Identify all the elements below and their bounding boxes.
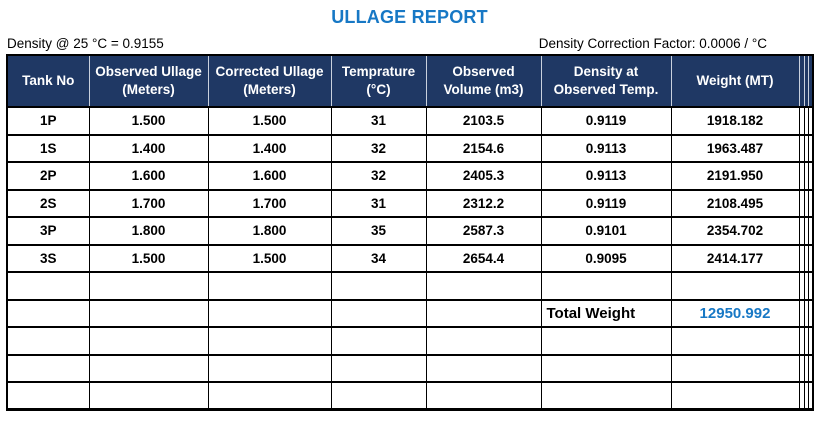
table-cell: 1.500 (208, 107, 331, 135)
tank-no-cell: 3P (7, 217, 89, 245)
column-header-corrected-ullage: Corrected Ullage (Meters) (208, 55, 331, 107)
empty-cell (541, 382, 671, 410)
table-header-row (7, 55, 813, 107)
table-row (7, 217, 813, 245)
table-cell: 1.400 (89, 135, 208, 163)
empty-cell (89, 355, 208, 383)
table-cell: 1.800 (89, 217, 208, 245)
empty-cell (426, 382, 541, 410)
empty-cell (671, 382, 799, 410)
ullage-table (6, 54, 814, 411)
table-cell: 2354.702 (671, 217, 799, 245)
table-cell: 2108.495 (671, 190, 799, 218)
narrow-filler-cell (808, 107, 813, 135)
table-cell: 2191.950 (671, 162, 799, 190)
table-cell: 32 (331, 162, 426, 190)
empty-cell (671, 355, 799, 383)
density-at-25-label: Density @ 25 °C = 0.9155 (7, 36, 164, 51)
column-header-observed: Observed Volume (m3) (426, 55, 541, 107)
empty-cell (89, 327, 208, 355)
empty-cell (7, 272, 89, 300)
column-header-weight-mt: Weight (MT) (671, 55, 799, 107)
empty-cell (331, 382, 426, 410)
table-cell: 1.800 (208, 217, 331, 245)
table-row (7, 190, 813, 218)
empty-cell (89, 382, 208, 410)
empty-cell (331, 355, 426, 383)
table-row (7, 245, 813, 273)
empty-row (7, 382, 813, 410)
total-weight-value: 12950.992 (671, 300, 799, 328)
column-header-tank-no: Tank No (7, 55, 89, 107)
empty-cell (426, 300, 541, 328)
empty-row (7, 327, 813, 355)
narrow-filler-cell (808, 300, 813, 328)
empty-cell (426, 327, 541, 355)
page-title: ULLAGE REPORT (331, 7, 488, 27)
narrow-filler-cell (808, 245, 813, 273)
empty-cell (426, 272, 541, 300)
tank-no-cell: 1P (7, 107, 89, 135)
table-cell: 0.9113 (541, 162, 671, 190)
table-row (7, 107, 813, 135)
table-cell: 31 (331, 190, 426, 218)
table-row (7, 162, 813, 190)
narrow-filler-cell (808, 135, 813, 163)
table-cell: 0.9119 (541, 107, 671, 135)
empty-cell (671, 327, 799, 355)
empty-cell (331, 327, 426, 355)
narrow-filler-cell (808, 327, 813, 355)
table-cell: 31 (331, 107, 426, 135)
table-cell: 0.9119 (541, 190, 671, 218)
empty-cell (89, 272, 208, 300)
column-header-density-at: Density at Observed Temp. (541, 55, 671, 107)
empty-cell (7, 300, 89, 328)
empty-cell (208, 355, 331, 383)
empty-cell (426, 355, 541, 383)
table-cell: 1918.182 (671, 107, 799, 135)
narrow-filler-cell (808, 272, 813, 300)
empty-cell (208, 382, 331, 410)
column-header-observed-ullage: Observed Ullage (Meters) (89, 55, 208, 107)
total-weight-label: Total Weight (541, 300, 671, 328)
table-cell: 34 (331, 245, 426, 273)
tank-no-cell: 2S (7, 190, 89, 218)
empty-cell (541, 327, 671, 355)
empty-cell (331, 300, 426, 328)
table-cell: 1.700 (89, 190, 208, 218)
empty-cell (7, 355, 89, 383)
table-cell: 2154.6 (426, 135, 541, 163)
table-cell: 1.400 (208, 135, 331, 163)
table-cell: 1.600 (89, 162, 208, 190)
table-cell: 0.9101 (541, 217, 671, 245)
table-cell: 1.500 (89, 107, 208, 135)
empty-cell (541, 355, 671, 383)
tank-no-cell: 1S (7, 135, 89, 163)
narrow-filler-cell (808, 217, 813, 245)
empty-cell (331, 272, 426, 300)
column-header-temprature: Temprature (°C) (331, 55, 426, 107)
empty-cell (208, 327, 331, 355)
narrow-filler-header (808, 55, 813, 107)
table-cell: 2312.2 (426, 190, 541, 218)
table-cell: 2103.5 (426, 107, 541, 135)
table-cell: 2414.177 (671, 245, 799, 273)
empty-cell (7, 382, 89, 410)
empty-cell (208, 272, 331, 300)
density-correction-factor-label: Density Correction Factor: 0.0006 / °C (538, 36, 767, 51)
narrow-filler-cell (808, 190, 813, 218)
empty-cell (541, 272, 671, 300)
table-cell: 1963.487 (671, 135, 799, 163)
empty-row (7, 355, 813, 383)
empty-cell (208, 300, 331, 328)
table-cell: 2405.3 (426, 162, 541, 190)
empty-cell (7, 327, 89, 355)
table-row (7, 135, 813, 163)
tank-no-cell: 3S (7, 245, 89, 273)
table-cell: 1.500 (89, 245, 208, 273)
narrow-filler-cell (808, 382, 813, 410)
table-cell: 35 (331, 217, 426, 245)
narrow-filler-cell (808, 355, 813, 383)
narrow-filler-cell (808, 162, 813, 190)
total-weight-row (7, 300, 813, 328)
empty-cell (671, 272, 799, 300)
table-cell: 2654.4 (426, 245, 541, 273)
table-body (7, 107, 813, 410)
table-cell: 0.9113 (541, 135, 671, 163)
table-cell: 1.700 (208, 190, 331, 218)
empty-row (7, 272, 813, 300)
tank-no-cell: 2P (7, 162, 89, 190)
table-cell: 32 (331, 135, 426, 163)
table-cell: 2587.3 (426, 217, 541, 245)
table-cell: 0.9095 (541, 245, 671, 273)
table-cell: 1.600 (208, 162, 331, 190)
table-cell: 1.500 (208, 245, 331, 273)
empty-cell (89, 300, 208, 328)
